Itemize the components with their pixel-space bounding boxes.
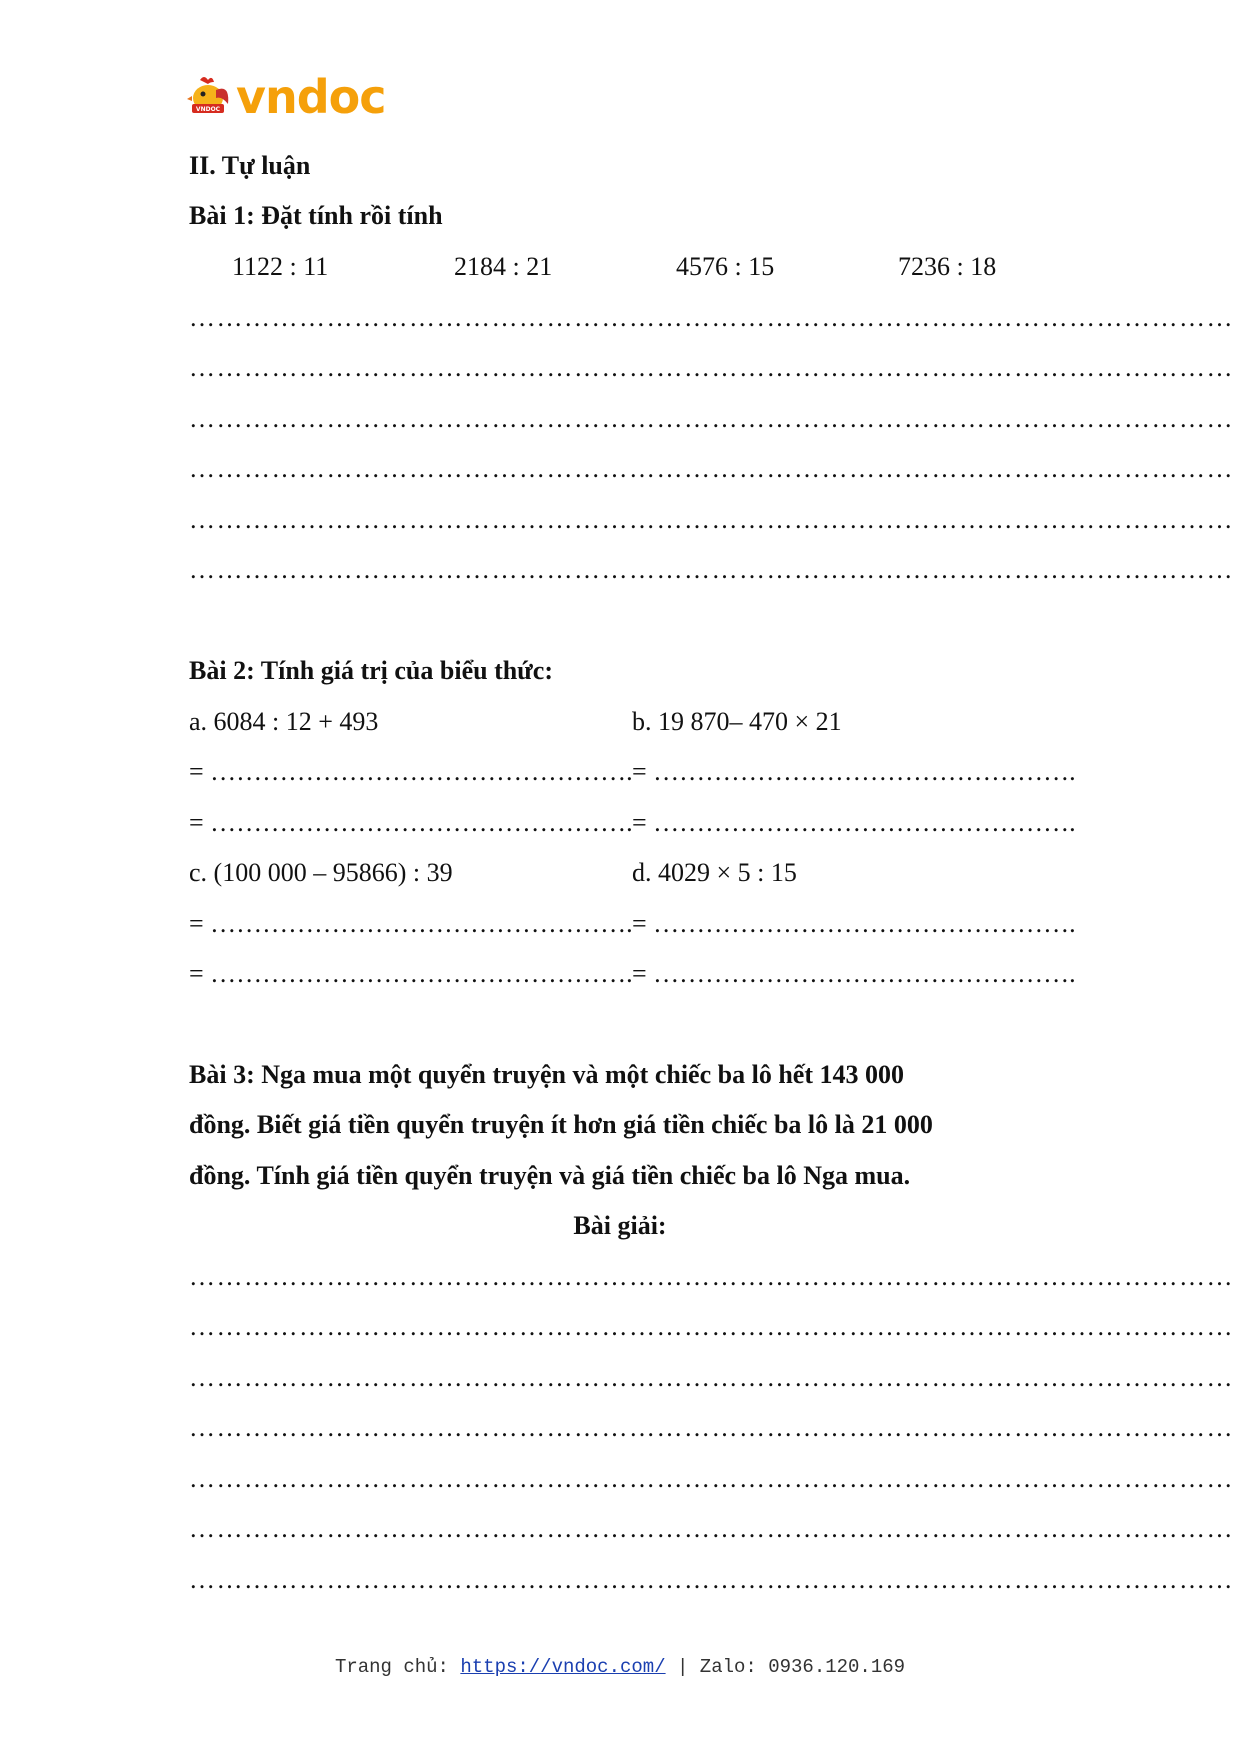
- bai3-problem-line-3: đồng. Tính giá tiền quyển truyện và giá tiền chiếc ba lô Nga mua.: [189, 1161, 911, 1190]
- bai3-answer-line[interactable]: ……………………………………………………………………………………………………: [189, 1565, 1234, 1594]
- bai1-answer-line[interactable]: ……………………………………………………………………………………………………: [189, 303, 1234, 332]
- bai2-a-answer-1[interactable]: = ………………………………………….: [189, 757, 633, 786]
- footer-contact: | Zalo: 0936.120.169: [665, 1656, 906, 1678]
- bai1-answer-line[interactable]: ……………………………………………………………………………………………………: [189, 454, 1234, 483]
- logo-wordmark: vndoc: [236, 70, 386, 124]
- bai2-d-answer-1[interactable]: = ………………………………………….: [632, 909, 1076, 938]
- bai3-answer-line[interactable]: ……………………………………………………………………………………………………: [189, 1363, 1234, 1392]
- solution-label: Bài giải:: [573, 1211, 667, 1240]
- bai1-answer-line[interactable]: ……………………………………………………………………………………………………: [189, 555, 1234, 584]
- section-title: II. Tự luận: [189, 151, 311, 180]
- bai1-answer-line[interactable]: ……………………………………………………………………………………………………: [189, 353, 1234, 382]
- bai3-answer-line[interactable]: ……………………………………………………………………………………………………: [189, 1514, 1234, 1543]
- bai2-b-answer-1[interactable]: = ………………………………………….: [632, 757, 1076, 786]
- bai3-problem-line-1: Bài 3: Nga mua một quyển truyện và một chiếc ba lô hết 143 000: [189, 1060, 904, 1089]
- bai1-problem-1: 1122 : 11: [232, 252, 329, 281]
- bai2-c-answer-2[interactable]: = ………………………………………….: [189, 959, 633, 988]
- bai2-a-answer-2[interactable]: = ………………………………………….: [189, 808, 633, 837]
- bai2-d-answer-2[interactable]: = ………………………………………….: [632, 959, 1076, 988]
- footer-prefix: Trang chủ:: [334, 1656, 461, 1678]
- bai2-expression-a: a. 6084 : 12 + 493: [189, 707, 379, 736]
- bai2-b-answer-2[interactable]: = ………………………………………….: [632, 808, 1076, 837]
- bai3-answer-line[interactable]: ……………………………………………………………………………………………………: [189, 1312, 1234, 1341]
- svg-text:VNDOC: VNDOC: [195, 106, 221, 113]
- bai1-answer-line[interactable]: ……………………………………………………………………………………………………: [189, 505, 1234, 534]
- bai2-expression-b: b. 19 870– 470 × 21: [632, 707, 842, 736]
- bai3-answer-line[interactable]: ……………………………………………………………………………………………………: [189, 1413, 1234, 1442]
- bai2-title: Bài 2: Tính giá trị của biểu thức:: [189, 656, 553, 685]
- bai3-problem-line-2: đồng. Biết giá tiền quyển truyện ít hơn giá tiền chiếc ba lô là 21 000: [189, 1110, 933, 1139]
- bai2-expression-d: d. 4029 × 5 : 15: [632, 858, 797, 887]
- bai1-title: Bài 1: Đặt tính rồi tính: [189, 201, 443, 230]
- bai1-answer-line[interactable]: ……………………………………………………………………………………………………: [189, 404, 1234, 433]
- bai1-problem-3: 4576 : 15: [676, 252, 775, 281]
- page-footer: [0, 1656, 1240, 1678]
- homepage-link[interactable]: https://vndoc.com/: [460, 1656, 666, 1678]
- rooster-icon: [186, 74, 232, 120]
- bai1-problem-4: 7236 : 18: [898, 252, 997, 281]
- vndoc-logo[interactable]: [186, 70, 386, 124]
- bai3-answer-line[interactable]: ……………………………………………………………………………………………………: [189, 1464, 1234, 1493]
- bai2-c-answer-1[interactable]: = ………………………………………….: [189, 909, 633, 938]
- bai3-answer-line[interactable]: ……………………………………………………………………………………………………: [189, 1262, 1234, 1291]
- bai2-expression-c: c. (100 000 – 95866) : 39: [189, 858, 453, 887]
- bai1-problem-2: 2184 : 21: [454, 252, 553, 281]
